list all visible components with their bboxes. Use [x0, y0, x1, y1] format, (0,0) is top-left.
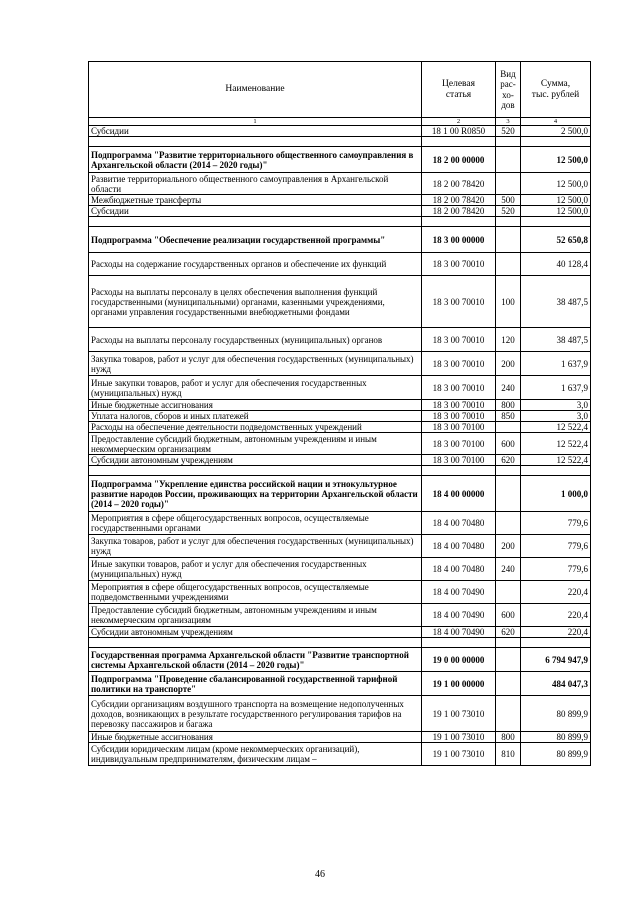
row-sum: 12 500,0	[521, 147, 591, 173]
header-vid-line-1: Вид	[500, 68, 516, 79]
column-number-row	[89, 118, 591, 126]
row-vid	[496, 476, 521, 512]
row-name: Развитие территориального общественного самоуправления в Архангельской области	[89, 173, 422, 195]
table-row	[89, 376, 591, 400]
row-vid: 120	[496, 328, 521, 352]
row-sum: 12 522,4	[521, 422, 591, 433]
row-code: 18 4 00 70480	[422, 535, 496, 558]
header-vid-line-4: дов	[501, 100, 515, 110]
row-vid	[496, 648, 521, 672]
row-vid: 620	[496, 455, 521, 466]
row-code: 19 1 00 73010	[422, 696, 496, 732]
row-code: 18 4 00 70480	[422, 512, 496, 535]
row-sum: 1 637,9	[521, 376, 591, 400]
row-sum: 80 899,9	[521, 743, 591, 766]
row-name: Подпрограмма "Укрепление единства российской нации и этнокультурное развитие народов России, проживающих на территории Архангельской области (2014 – 2020 годы)"	[89, 476, 422, 512]
row-sum: 40 128,4	[521, 253, 591, 276]
row-name: Расходы на выплаты персоналу в целях обеспечения выполнения функций государственными (муниципальными) органами, казенными учреждениями, органами управления государственными внебюджетными фондами	[89, 276, 422, 328]
row-vid	[496, 173, 521, 195]
row-code: 18 3 00 70010	[422, 376, 496, 400]
row-sum: 779,6	[521, 535, 591, 558]
spacer-cell	[422, 466, 496, 476]
table-row	[89, 328, 591, 352]
row-name: Иные бюджетные ассигнования	[89, 732, 422, 743]
spacer-cell	[496, 217, 521, 227]
row-sum: 12 500,0	[521, 173, 591, 195]
row-code: 18 3 00 00000	[422, 227, 496, 253]
header-article-line-2: статья	[445, 89, 472, 100]
header-sum-line-2: тыс. рублей	[531, 89, 580, 100]
table-row	[89, 604, 591, 627]
row-vid: 240	[496, 558, 521, 581]
table-row	[89, 173, 591, 195]
table-row	[89, 147, 591, 173]
row-name: Субсидии организациям воздушного транспорта на возмещение недополученных доходов, возникающих в результате государственного регулирования тарифов на перевозку пассажиров и багажа	[89, 696, 422, 732]
header-name	[89, 62, 422, 118]
row-code: 18 4 00 70490	[422, 581, 496, 604]
table-row	[89, 535, 591, 558]
row-sum: 38 487,5	[521, 276, 591, 328]
row-vid	[496, 227, 521, 253]
table-row	[89, 581, 591, 604]
table-row	[89, 672, 591, 696]
row-vid: 520	[496, 206, 521, 217]
row-code: 18 4 00 70490	[422, 604, 496, 627]
spacer-cell	[422, 638, 496, 648]
header-vid-line-3: хо-	[502, 89, 514, 100]
header-sum-line-1: Сумма,	[540, 78, 571, 89]
row-sum: 12 522,4	[521, 455, 591, 466]
page-number: 46	[315, 869, 325, 880]
header-article-line-1: Целевая	[442, 78, 475, 89]
row-code: 18 2 00 78420	[422, 195, 496, 206]
row-name: Закупка товаров, работ и услуг для обеспечения государственных (муниципальных) нужд	[89, 535, 422, 558]
row-name: Предоставление субсидий бюджетным, автономным учреждениям и иным некоммерческим организациям	[89, 604, 422, 627]
row-code: 18 4 00 00000	[422, 476, 496, 512]
row-code: 18 3 00 70100	[422, 422, 496, 433]
header-row	[89, 62, 591, 118]
row-name: Государственная программа Архангельской области "Развитие транспортной системы Архангельской области (2014 – 2020 годы)"	[89, 648, 422, 672]
header-name-label: Наименование	[225, 84, 285, 94]
spacer-cell	[89, 137, 422, 147]
row-vid: 800	[496, 732, 521, 743]
row-sum: 12 522,4	[521, 433, 591, 455]
row-vid: 600	[496, 604, 521, 627]
row-name: Иные бюджетные ассигнования	[89, 400, 422, 411]
row-name: Расходы на содержание государственных органов и обеспечение их функций	[89, 253, 422, 276]
row-vid	[496, 422, 521, 433]
row-name: Субсидии юридическим лицам (кроме некоммерческих организаций), индивидуальным предпринимателям, физическим лицам –	[89, 743, 422, 766]
table-row	[89, 352, 591, 376]
row-name: Субсидии автономным учреждениям	[89, 455, 422, 466]
row-vid	[496, 581, 521, 604]
row-vid	[496, 672, 521, 696]
row-sum: 12 500,0	[521, 195, 591, 206]
row-name: Расходы на обеспечение деятельности подведомственных учреждений	[89, 422, 422, 433]
table-row	[89, 455, 591, 466]
row-name: Расходы на выплаты персоналу государственных (муниципальных) органов	[89, 328, 422, 352]
table-row	[89, 696, 591, 732]
table-body	[89, 62, 591, 766]
row-code: 18 3 00 70010	[422, 276, 496, 328]
table-row	[89, 126, 591, 137]
row-vid: 100	[496, 276, 521, 328]
row-vid: 800	[496, 400, 521, 411]
spacer-cell	[521, 638, 591, 648]
row-sum: 12 500,0	[521, 206, 591, 217]
spacer-row	[89, 217, 591, 227]
spacer-row	[89, 137, 591, 147]
row-vid	[496, 696, 521, 732]
table-row	[89, 206, 591, 217]
spacer-row	[89, 466, 591, 476]
row-sum: 80 899,9	[521, 732, 591, 743]
row-vid	[496, 512, 521, 535]
table-row	[89, 411, 591, 422]
table-row	[89, 476, 591, 512]
row-vid: 520	[496, 126, 521, 137]
spacer-cell	[521, 137, 591, 147]
row-vid: 500	[496, 195, 521, 206]
header-article	[422, 62, 496, 118]
table-row	[89, 400, 591, 411]
row-code: 19 1 00 00000	[422, 672, 496, 696]
row-sum: 2 500,0	[521, 126, 591, 137]
row-name: Иные закупки товаров, работ и услуг для обеспечения государственных (муниципальных) нужд	[89, 558, 422, 581]
spacer-cell	[422, 137, 496, 147]
spacer-cell	[496, 638, 521, 648]
header-vid	[496, 62, 521, 118]
row-code: 18 3 00 70010	[422, 411, 496, 422]
row-name: Предоставление субсидий бюджетным, автономным учреждениям и иным некоммерческим организациям	[89, 433, 422, 455]
table-row	[89, 422, 591, 433]
row-code: 18 2 00 78420	[422, 206, 496, 217]
row-name: Межбюджетные трансферты	[89, 195, 422, 206]
row-sum: 1 637,9	[521, 352, 591, 376]
row-name: Уплата налогов, сборов и иных платежей	[89, 411, 422, 422]
table-row	[89, 276, 591, 328]
spacer-cell	[496, 137, 521, 147]
row-sum: 484 047,3	[521, 672, 591, 696]
spacer-row	[89, 638, 591, 648]
row-name: Субсидии автономным учреждениям	[89, 627, 422, 638]
row-code: 18 3 00 70010	[422, 328, 496, 352]
table-row	[89, 648, 591, 672]
row-code: 18 3 00 70010	[422, 400, 496, 411]
row-sum: 52 650,8	[521, 227, 591, 253]
spacer-cell	[89, 466, 422, 476]
row-name: Закупка товаров, работ и услуг для обеспечения государственных (муниципальных) нужд	[89, 352, 422, 376]
row-sum: 779,6	[521, 558, 591, 581]
table-row	[89, 558, 591, 581]
row-code: 18 3 00 70100	[422, 455, 496, 466]
row-sum: 220,4	[521, 627, 591, 638]
column-number: 1	[89, 118, 422, 126]
row-sum: 80 899,9	[521, 696, 591, 732]
row-name: Иные закупки товаров, работ и услуг для обеспечения государственных (муниципальных) нужд	[89, 376, 422, 400]
row-name: Мероприятия в сфере общегосударственных вопросов, осуществляемые подведомственными учреждениями	[89, 581, 422, 604]
row-code: 19 1 00 73010	[422, 732, 496, 743]
row-name: Подпрограмма "Проведение сбалансированной государственной тарифной политики на транспорте"	[89, 672, 422, 696]
row-name: Подпрограмма "Развитие территориального общественного самоуправления в Архангельской области (2014 – 2020 годы)"	[89, 147, 422, 173]
budget-table	[88, 61, 591, 766]
row-vid: 240	[496, 376, 521, 400]
table-row	[89, 732, 591, 743]
table-row	[89, 433, 591, 455]
row-vid: 200	[496, 535, 521, 558]
table-row	[89, 627, 591, 638]
spacer-cell	[89, 638, 422, 648]
row-vid	[496, 253, 521, 276]
row-code: 18 2 00 78420	[422, 173, 496, 195]
row-code: 18 3 00 70010	[422, 352, 496, 376]
row-name: Мероприятия в сфере общегосударственных вопросов, осуществляемые государственными органами	[89, 512, 422, 535]
row-name: Субсидии	[89, 126, 422, 137]
header-vid-line-2: рас-	[500, 79, 516, 89]
spacer-cell	[521, 217, 591, 227]
row-sum: 3,0	[521, 400, 591, 411]
row-sum: 779,6	[521, 512, 591, 535]
row-vid: 620	[496, 627, 521, 638]
table-row	[89, 227, 591, 253]
row-code: 18 3 00 70010	[422, 253, 496, 276]
row-code: 18 1 00 R0850	[422, 126, 496, 137]
row-vid	[496, 147, 521, 173]
row-sum: 220,4	[521, 604, 591, 627]
header-sum	[521, 62, 591, 118]
row-sum: 220,4	[521, 581, 591, 604]
row-code: 19 1 00 73010	[422, 743, 496, 766]
table-row	[89, 253, 591, 276]
column-number: 2	[422, 118, 496, 126]
row-sum: 38 487,5	[521, 328, 591, 352]
spacer-cell	[422, 217, 496, 227]
row-sum: 6 794 947,9	[521, 648, 591, 672]
row-code: 18 2 00 00000	[422, 147, 496, 173]
row-code: 18 4 00 70480	[422, 558, 496, 581]
row-sum: 1 000,0	[521, 476, 591, 512]
row-vid: 850	[496, 411, 521, 422]
row-name: Субсидии	[89, 206, 422, 217]
table-row	[89, 195, 591, 206]
spacer-cell	[89, 217, 422, 227]
row-code: 19 0 00 00000	[422, 648, 496, 672]
row-sum: 3,0	[521, 411, 591, 422]
spacer-cell	[521, 466, 591, 476]
column-number: 3	[496, 118, 521, 126]
column-number: 4	[521, 118, 591, 126]
row-vid: 810	[496, 743, 521, 766]
row-vid: 200	[496, 352, 521, 376]
row-vid: 600	[496, 433, 521, 455]
row-name: Подпрограмма "Обеспечение реализации государственной программы"	[89, 227, 422, 253]
row-code: 18 4 00 70490	[422, 627, 496, 638]
spacer-cell	[496, 466, 521, 476]
table-row	[89, 512, 591, 535]
table-row	[89, 743, 591, 766]
row-code: 18 3 00 70100	[422, 433, 496, 455]
